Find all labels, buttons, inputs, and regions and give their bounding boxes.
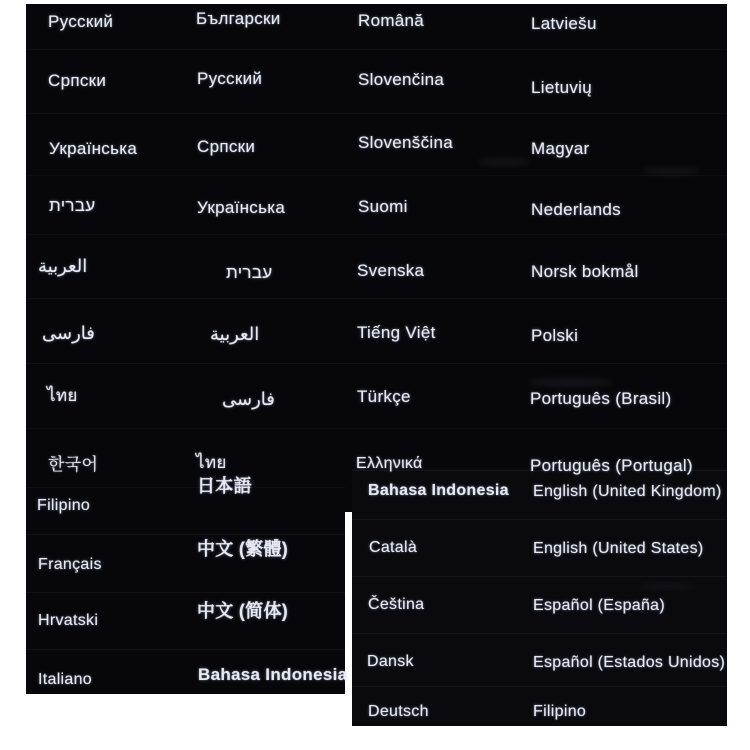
- language-option[interactable]: Português (Brasil): [530, 389, 672, 408]
- language-option[interactable]: 한국어: [48, 455, 99, 474]
- language-option[interactable]: Українська: [49, 139, 138, 158]
- language-option[interactable]: Српски: [197, 137, 256, 156]
- language-option[interactable]: Српски: [48, 71, 107, 90]
- language-option[interactable]: Українська: [197, 198, 286, 217]
- language-option[interactable]: ไทย: [47, 386, 78, 405]
- language-option[interactable]: Français: [38, 556, 102, 573]
- language-option[interactable]: فارسی: [42, 323, 95, 343]
- language-option[interactable]: Dansk: [367, 653, 414, 670]
- language-option[interactable]: Español (Estados Unidos): [533, 654, 726, 671]
- language-option[interactable]: Nederlands: [531, 200, 621, 219]
- language-option[interactable]: Bahasa Indonesia: [368, 482, 509, 499]
- language-option[interactable]: Italiano: [38, 671, 92, 688]
- language-option[interactable]: 中文 (繁體): [197, 539, 289, 559]
- language-option[interactable]: Español (España): [533, 597, 665, 614]
- language-option[interactable]: Ελληνικά: [356, 455, 423, 472]
- language-option[interactable]: Български: [196, 9, 281, 28]
- language-option[interactable]: Norsk bokmål: [531, 262, 639, 281]
- language-option[interactable]: עברית: [49, 196, 96, 215]
- language-option[interactable]: Čeština: [368, 596, 425, 613]
- language-option[interactable]: 日本語: [197, 476, 252, 496]
- language-option[interactable]: Català: [369, 539, 418, 556]
- language-option[interactable]: Suomi: [358, 197, 408, 216]
- language-option[interactable]: Tiếng Việt: [357, 323, 436, 342]
- language-option[interactable]: ไทย: [196, 453, 227, 472]
- language-option[interactable]: Türkçe: [357, 387, 411, 406]
- language-option[interactable]: Magyar: [531, 139, 590, 158]
- language-option[interactable]: Deutsch: [368, 703, 429, 720]
- language-option[interactable]: Русский: [48, 12, 114, 31]
- language-option[interactable]: Filipino: [37, 497, 91, 514]
- screenshot-panel-1: [26, 4, 348, 694]
- language-option[interactable]: Bahasa Indonesia: [198, 665, 348, 684]
- language-option[interactable]: العربية: [210, 324, 260, 344]
- language-option[interactable]: Svenska: [357, 261, 425, 280]
- language-option[interactable]: 中文 (简体): [197, 601, 289, 621]
- language-option[interactable]: עברית: [226, 263, 273, 282]
- language-option[interactable]: Português (Portugal): [530, 456, 693, 475]
- language-option[interactable]: فارسی: [222, 389, 275, 409]
- language-option[interactable]: العربية: [38, 256, 88, 276]
- language-option[interactable]: Latviešu: [531, 14, 597, 33]
- language-option[interactable]: Slovenščina: [358, 133, 453, 152]
- language-option[interactable]: Slovenčina: [358, 70, 445, 89]
- language-option[interactable]: English (United Kingdom): [533, 483, 722, 500]
- language-option[interactable]: Filipino: [533, 703, 587, 720]
- language-option[interactable]: Lietuvių: [531, 78, 592, 97]
- language-option[interactable]: Hrvatski: [38, 612, 99, 629]
- language-option[interactable]: Română: [358, 11, 425, 30]
- language-option[interactable]: English (United States): [533, 540, 704, 557]
- language-option[interactable]: Русский: [197, 69, 263, 88]
- language-option[interactable]: Polski: [531, 326, 579, 345]
